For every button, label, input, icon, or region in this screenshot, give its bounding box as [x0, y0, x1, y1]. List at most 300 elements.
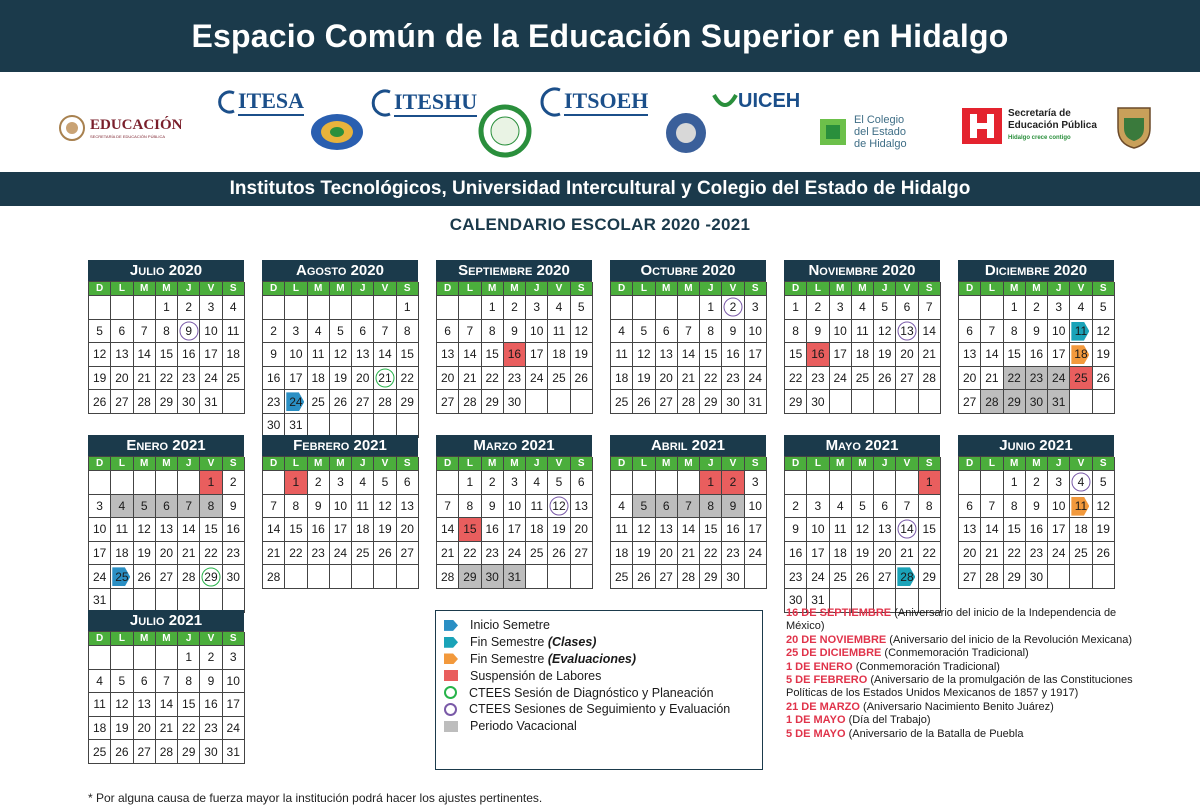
holiday-entry: 25 DE DICIEMBRE (Conmemoración Tradicional) — [786, 647, 1029, 660]
day-cell: 13 — [656, 518, 678, 542]
day-cell: 8 — [482, 320, 504, 344]
day-cell: 2 — [1026, 296, 1048, 320]
day-cell: 31 — [1048, 390, 1070, 414]
day-cell: 17 — [807, 542, 829, 566]
day-cell: 5 — [330, 320, 352, 344]
weekday-header: S — [745, 457, 767, 471]
day-cell: 26 — [134, 565, 156, 589]
empty-day-cell — [656, 471, 678, 495]
day-cell: 20 — [656, 542, 678, 566]
day-cell: 21 — [374, 367, 396, 391]
day-cell: 24 — [285, 390, 307, 414]
month-title: Octubre 2020 — [610, 260, 766, 281]
day-cell: 23 — [722, 542, 744, 566]
day-cell: 10 — [330, 495, 352, 519]
empty-day-cell — [156, 471, 178, 495]
weekday-header: M — [156, 457, 178, 471]
weekday-header: J — [700, 457, 722, 471]
day-cell: 22 — [200, 542, 222, 566]
legend-label: Suspensión de Labores — [470, 668, 602, 683]
iteshu-logo: ITESHU — [370, 88, 477, 118]
month-calendar — [262, 260, 418, 438]
day-cell: 14 — [156, 693, 178, 717]
hidalgo-shield-logo — [1114, 104, 1154, 150]
weekday-header: S — [223, 457, 245, 471]
day-cell: 3 — [526, 296, 548, 320]
hidalgo-h-icon — [962, 108, 1002, 144]
day-cell: 3 — [89, 495, 111, 519]
legend-symbol-icon — [444, 686, 457, 699]
day-cell: 15 — [285, 518, 307, 542]
day-cell: 17 — [830, 343, 852, 367]
day-cell: 15 — [1004, 518, 1026, 542]
day-cell: 31 — [223, 740, 245, 764]
weekday-header: S — [223, 632, 245, 646]
empty-day-cell — [807, 471, 829, 495]
month-title: Septiembre 2020 — [436, 260, 592, 281]
weekday-header: L — [111, 457, 133, 471]
day-cell: 24 — [330, 542, 352, 566]
day-cell: 31 — [745, 390, 767, 414]
day-cell: 2 — [807, 296, 829, 320]
day-cell: 24 — [89, 565, 111, 589]
colegio-logo: El Colegio del Estado de Hidalgo — [818, 114, 907, 150]
weekday-header: S — [1093, 457, 1115, 471]
holiday-entry: 5 DE FEBRERO (Aniversario de la promulgación de las Constituciones Políticas de los Estados Unidos Mexicanos de 1857 y 1917) — [786, 674, 1133, 700]
empty-day-cell — [111, 646, 133, 670]
day-cell: 18 — [352, 518, 374, 542]
weekday-header: M — [156, 282, 178, 296]
day-cell: 11 — [111, 518, 133, 542]
weekday-header: D — [959, 457, 981, 471]
day-cell: 13 — [959, 518, 981, 542]
weekday-header: S — [571, 457, 593, 471]
weekday-header: M — [504, 457, 526, 471]
month-calendar — [958, 260, 1114, 414]
day-cell: 27 — [111, 390, 133, 414]
day-cell: 18 — [830, 542, 852, 566]
empty-day-cell — [548, 565, 570, 589]
day-cell: 5 — [134, 495, 156, 519]
day-cell: 1 — [285, 471, 307, 495]
day-cell: 9 — [263, 343, 285, 367]
day-cell: 21 — [981, 367, 1003, 391]
empty-day-cell — [874, 471, 896, 495]
day-cell: 20 — [874, 542, 896, 566]
day-cell: 17 — [330, 518, 352, 542]
day-cell: 16 — [482, 518, 504, 542]
day-cell: 25 — [526, 542, 548, 566]
weekday-header: D — [959, 282, 981, 296]
institution-seal-icon — [478, 104, 532, 158]
day-cell: 11 — [830, 518, 852, 542]
day-cell: 8 — [1004, 320, 1026, 344]
day-cell: 19 — [633, 542, 655, 566]
day-cell: 29 — [785, 390, 807, 414]
day-cell: 29 — [397, 390, 419, 414]
day-cell: 3 — [200, 296, 222, 320]
day-cell: 21 — [263, 542, 285, 566]
day-cell: 27 — [352, 390, 374, 414]
empty-day-cell — [134, 646, 156, 670]
day-cell: 20 — [352, 367, 374, 391]
day-cell: 21 — [437, 542, 459, 566]
day-cell: 25 — [89, 740, 111, 764]
day-cell: 18 — [111, 542, 133, 566]
day-cell: 4 — [611, 320, 633, 344]
legend-label: Fin Semestre (Evaluaciones) — [470, 651, 637, 666]
month-title: Diciembre 2020 — [958, 260, 1114, 281]
weekday-header: S — [223, 282, 245, 296]
weekday-header: M — [134, 457, 156, 471]
day-cell: 3 — [807, 495, 829, 519]
weekday-header: L — [633, 282, 655, 296]
legend-item — [444, 718, 754, 735]
day-cell: 6 — [656, 495, 678, 519]
day-cell: 12 — [1093, 320, 1115, 344]
day-cell: 22 — [459, 542, 481, 566]
month-title: Abril 2021 — [610, 435, 766, 456]
month-calendar — [436, 435, 592, 589]
empty-day-cell — [526, 565, 548, 589]
day-cell: 23 — [807, 367, 829, 391]
weekday-header: J — [874, 457, 896, 471]
day-cell: 16 — [722, 343, 744, 367]
holiday-entry: 5 DE MAYO (Aniversario de la Batalla de Puebla — [786, 727, 1024, 740]
day-cell: 4 — [526, 471, 548, 495]
day-cell: 22 — [1004, 542, 1026, 566]
weekday-header: M — [678, 457, 700, 471]
day-cell: 7 — [919, 296, 941, 320]
empty-day-cell — [223, 390, 245, 414]
day-cell: 17 — [745, 343, 767, 367]
day-cell: 21 — [678, 542, 700, 566]
day-cell: 9 — [504, 320, 526, 344]
empty-day-cell — [959, 471, 981, 495]
day-cell: 28 — [896, 565, 918, 589]
weekday-header: V — [200, 282, 222, 296]
weekday-header: M — [852, 282, 874, 296]
day-cell: 10 — [745, 495, 767, 519]
day-cell: 18 — [611, 542, 633, 566]
month-title: Enero 2021 — [88, 435, 244, 456]
empty-day-cell — [571, 390, 593, 414]
empty-day-cell — [981, 471, 1003, 495]
day-cell: 3 — [1048, 471, 1070, 495]
day-cell: 1 — [200, 471, 222, 495]
weekday-header: S — [919, 457, 941, 471]
empty-day-cell — [830, 471, 852, 495]
day-cell: 29 — [178, 740, 200, 764]
day-cell: 4 — [830, 495, 852, 519]
weekday-header: V — [548, 282, 570, 296]
weekday-header: D — [437, 457, 459, 471]
empty-day-cell — [1048, 565, 1070, 589]
weekday-header: M — [308, 457, 330, 471]
day-cell: 16 — [1026, 343, 1048, 367]
day-cell: 15 — [482, 343, 504, 367]
day-cell: 26 — [874, 367, 896, 391]
day-cell: 2 — [223, 471, 245, 495]
day-cell: 27 — [437, 390, 459, 414]
day-cell: 3 — [285, 320, 307, 344]
empty-day-cell — [352, 565, 374, 589]
day-cell: 30 — [722, 390, 744, 414]
month-calendar — [88, 435, 244, 613]
day-cell: 27 — [959, 390, 981, 414]
day-cell: 8 — [700, 320, 722, 344]
day-cell: 29 — [919, 565, 941, 589]
day-cell: 26 — [89, 390, 111, 414]
day-cell: 15 — [200, 518, 222, 542]
day-cell: 19 — [1093, 343, 1115, 367]
day-cell: 8 — [156, 320, 178, 344]
day-cell: 30 — [1026, 390, 1048, 414]
holiday-entry: 1 DE ENERO (Conmemoración Tradicional) — [786, 660, 1000, 673]
empty-day-cell — [611, 296, 633, 320]
day-cell: 18 — [611, 367, 633, 391]
empty-day-cell — [959, 296, 981, 320]
day-cell: 1 — [919, 471, 941, 495]
empty-day-cell — [896, 390, 918, 414]
day-cell: 9 — [1026, 320, 1048, 344]
legend-symbol-icon — [444, 703, 457, 716]
day-cell: 4 — [1070, 471, 1092, 495]
day-cell: 16 — [722, 518, 744, 542]
weekday-header: M — [1026, 282, 1048, 296]
day-cell: 12 — [633, 343, 655, 367]
day-cell: 1 — [397, 296, 419, 320]
day-cell: 18 — [1070, 343, 1092, 367]
day-cell: 26 — [374, 542, 396, 566]
uiceh-emblem-icon — [712, 91, 738, 113]
day-cell: 10 — [1048, 495, 1070, 519]
day-cell: 9 — [722, 495, 744, 519]
day-cell: 5 — [852, 495, 874, 519]
day-cell: 27 — [571, 542, 593, 566]
day-cell: 2 — [178, 296, 200, 320]
day-cell: 14 — [896, 518, 918, 542]
empty-day-cell — [1070, 390, 1092, 414]
empty-day-cell — [308, 565, 330, 589]
day-cell: 18 — [852, 343, 874, 367]
day-cell: 17 — [200, 343, 222, 367]
month-calendar — [784, 435, 940, 613]
month-calendar — [88, 610, 244, 764]
day-cell: 5 — [548, 471, 570, 495]
day-cell: 21 — [678, 367, 700, 391]
day-cell: 20 — [111, 367, 133, 391]
weekday-header: V — [1070, 457, 1092, 471]
empty-day-cell — [89, 296, 111, 320]
day-cell: 2 — [482, 471, 504, 495]
weekday-header: L — [459, 457, 481, 471]
empty-day-cell — [633, 471, 655, 495]
day-cell: 11 — [1070, 320, 1092, 344]
day-cell: 9 — [223, 495, 245, 519]
empty-day-cell — [374, 296, 396, 320]
day-cell: 2 — [504, 296, 526, 320]
day-cell: 1 — [785, 296, 807, 320]
day-cell: 12 — [1093, 495, 1115, 519]
day-cell: 19 — [111, 717, 133, 741]
legend — [435, 610, 763, 770]
day-cell: 5 — [89, 320, 111, 344]
day-cell: 8 — [200, 495, 222, 519]
day-cell: 29 — [700, 390, 722, 414]
empty-day-cell — [830, 390, 852, 414]
day-cell: 13 — [397, 495, 419, 519]
day-cell: 3 — [1048, 296, 1070, 320]
empty-day-cell — [263, 296, 285, 320]
weekday-header: V — [200, 457, 222, 471]
day-cell: 21 — [981, 542, 1003, 566]
institution-emblem-icon — [306, 108, 368, 158]
legend-symbol-icon — [444, 670, 458, 681]
gear-emblem-icon — [662, 110, 710, 156]
day-cell: 19 — [874, 343, 896, 367]
day-cell: 1 — [459, 471, 481, 495]
day-cell: 27 — [959, 565, 981, 589]
hidalgo-shield-icon — [1114, 104, 1154, 150]
day-cell: 10 — [526, 320, 548, 344]
day-cell: 12 — [571, 320, 593, 344]
day-cell: 1 — [156, 296, 178, 320]
day-cell: 21 — [919, 343, 941, 367]
day-cell: 12 — [111, 693, 133, 717]
day-cell: 14 — [981, 343, 1003, 367]
day-cell: 16 — [308, 518, 330, 542]
day-cell: 18 — [89, 717, 111, 741]
itsoeh-logo: ITSOEH — [538, 86, 648, 118]
empty-day-cell — [571, 565, 593, 589]
day-cell: 13 — [571, 495, 593, 519]
day-cell: 3 — [830, 296, 852, 320]
empty-day-cell — [526, 390, 548, 414]
weekday-header: D — [263, 457, 285, 471]
emblem-logo-1 — [306, 108, 368, 158]
day-cell: 2 — [308, 471, 330, 495]
day-cell: 19 — [633, 367, 655, 391]
empty-day-cell — [352, 296, 374, 320]
day-cell: 15 — [785, 343, 807, 367]
day-cell: 15 — [459, 518, 481, 542]
day-cell: 22 — [700, 367, 722, 391]
empty-day-cell — [374, 565, 396, 589]
educacion-logo: EDUCACIÓN SECRETARÍA DE EDUCACIÓN PÚBLICA — [58, 114, 183, 142]
day-cell: 20 — [959, 367, 981, 391]
legend-item — [444, 684, 754, 701]
empty-day-cell — [156, 646, 178, 670]
day-cell: 20 — [656, 367, 678, 391]
day-cell: 12 — [89, 343, 111, 367]
day-cell: 24 — [526, 367, 548, 391]
day-cell: 25 — [611, 390, 633, 414]
day-cell: 8 — [397, 320, 419, 344]
weekday-header: J — [178, 457, 200, 471]
day-cell: 29 — [200, 565, 222, 589]
day-cell: 16 — [178, 343, 200, 367]
day-cell: 5 — [374, 471, 396, 495]
day-cell: 28 — [981, 565, 1003, 589]
weekday-header: J — [352, 457, 374, 471]
day-cell: 14 — [437, 518, 459, 542]
day-cell: 13 — [656, 343, 678, 367]
legend-label: CTEES Sesión de Diagnóstico y Planeación — [469, 685, 714, 700]
empty-day-cell — [285, 565, 307, 589]
day-cell: 15 — [1004, 343, 1026, 367]
day-cell: 28 — [374, 390, 396, 414]
day-cell: 28 — [134, 390, 156, 414]
day-cell: 6 — [656, 320, 678, 344]
day-cell: 3 — [330, 471, 352, 495]
day-cell: 28 — [437, 565, 459, 589]
day-cell: 31 — [807, 589, 829, 613]
day-cell: 19 — [374, 518, 396, 542]
weekday-header: M — [308, 282, 330, 296]
legend-item — [444, 617, 754, 634]
weekday-header: V — [200, 632, 222, 646]
day-cell: 24 — [223, 717, 245, 741]
day-cell: 8 — [700, 495, 722, 519]
day-cell: 26 — [1093, 367, 1115, 391]
day-cell: 21 — [896, 542, 918, 566]
day-cell: 10 — [285, 343, 307, 367]
weekday-header: J — [178, 632, 200, 646]
day-cell: 12 — [852, 518, 874, 542]
day-cell: 25 — [223, 367, 245, 391]
day-cell: 11 — [352, 495, 374, 519]
day-cell: 21 — [134, 367, 156, 391]
empty-day-cell — [656, 296, 678, 320]
day-cell: 17 — [89, 542, 111, 566]
weekday-header: J — [178, 282, 200, 296]
day-cell: 23 — [722, 367, 744, 391]
day-cell: 1 — [700, 296, 722, 320]
weekday-header: V — [722, 457, 744, 471]
day-cell: 13 — [111, 343, 133, 367]
legend-symbol-icon — [444, 721, 458, 732]
legend-item — [444, 667, 754, 684]
weekday-header: M — [656, 457, 678, 471]
day-cell: 5 — [1093, 471, 1115, 495]
day-cell: 30 — [1026, 565, 1048, 589]
day-cell: 6 — [134, 670, 156, 694]
empty-day-cell — [745, 565, 767, 589]
holiday-entry: 16 DE SEPTIEMBRE (Aniversario del inicio de la Independencia de México) — [786, 607, 1117, 633]
day-cell: 12 — [548, 495, 570, 519]
day-cell: 27 — [397, 542, 419, 566]
day-cell: 24 — [504, 542, 526, 566]
day-cell: 18 — [223, 343, 245, 367]
weekday-header: D — [611, 457, 633, 471]
day-cell: 18 — [526, 518, 548, 542]
day-cell: 20 — [397, 518, 419, 542]
month-title: Junio 2021 — [958, 435, 1114, 456]
day-cell: 17 — [1048, 343, 1070, 367]
empty-day-cell — [852, 390, 874, 414]
empty-day-cell — [111, 471, 133, 495]
day-cell: 25 — [548, 367, 570, 391]
page-title: Espacio Común de la Educación Superior en Hidalgo — [0, 0, 1200, 72]
day-cell: 30 — [722, 565, 744, 589]
day-cell: 9 — [200, 670, 222, 694]
day-cell: 1 — [482, 296, 504, 320]
day-cell: 29 — [700, 565, 722, 589]
empty-day-cell — [919, 390, 941, 414]
weekday-header: D — [89, 632, 111, 646]
day-cell: 13 — [959, 343, 981, 367]
